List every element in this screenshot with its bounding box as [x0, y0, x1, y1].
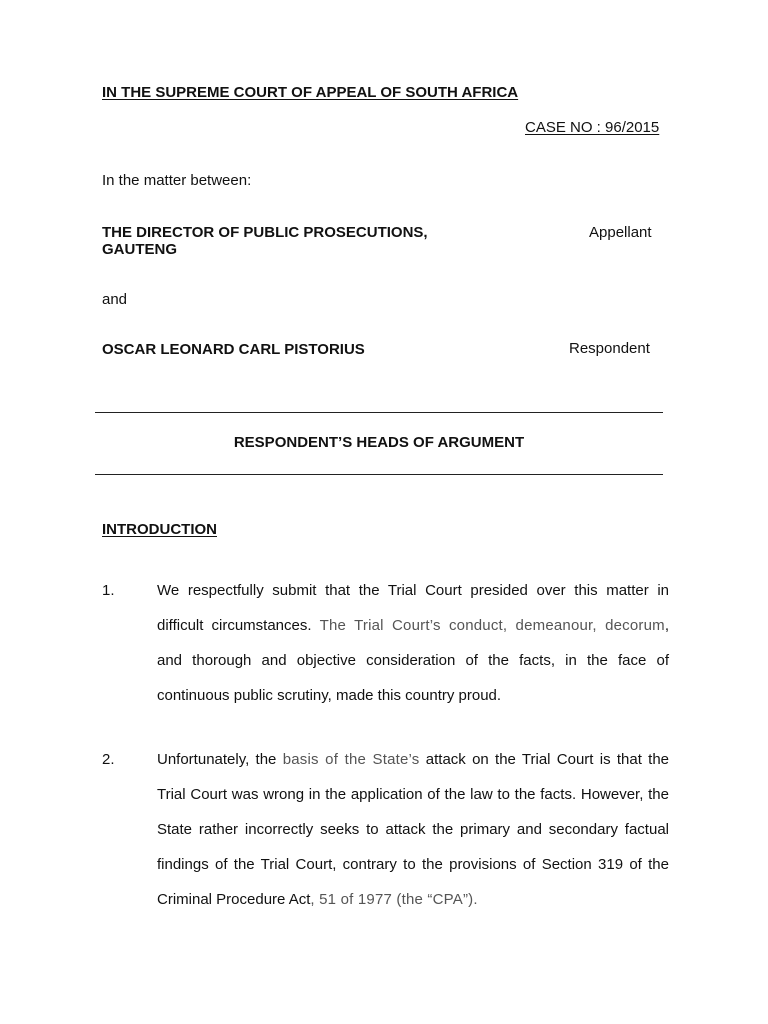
- paragraph-text-highlight: basis of the State’s: [282, 751, 420, 768]
- paragraph-body: [157, 573, 669, 713]
- paragraph-1: [102, 573, 669, 713]
- appellant-role: Appellant: [589, 224, 652, 241]
- paragraph-text: Unfortunately, the: [157, 751, 283, 768]
- respondent-name: OSCAR LEONARD CARL PISTORIUS: [102, 341, 365, 358]
- matter-between-label: In the matter between:: [102, 172, 252, 189]
- paragraph-text-highlight: , 51 of 1977 (the “CPA”).: [310, 891, 478, 908]
- appellant-name-line2: GAUTENG: [102, 241, 177, 258]
- bottom-divider: [95, 474, 663, 475]
- paragraph-2: [102, 742, 669, 917]
- heads-of-argument-heading: RESPONDENT’S HEADS OF ARGUMENT: [233, 434, 525, 451]
- paragraph-text-highlight: The Trial Court’s conduct, demeanour, decorum: [319, 617, 665, 634]
- paragraph-text: , and thorough and objective consideration of the facts, in the face of continuous public scrutiny, made this country proud.: [157, 617, 669, 704]
- top-divider: [95, 412, 663, 413]
- paragraph-number: 2.: [102, 751, 115, 768]
- paragraph-number: 1.: [102, 582, 115, 599]
- paragraph-body: [157, 742, 669, 917]
- paragraph-text: attack on the Trial Court is that the Trial Court was wrong in the application of the law to the facts. However, the State rather incorrectly seeks to attack the primary and secondary factual findings of the Trial Court, contrary to the provisions of Section 319 of the Criminal Procedure Act: [157, 751, 670, 908]
- respondent-role: Respondent: [569, 340, 650, 357]
- paragraph-text: We respectfully submit that the Trial Court presided over this matter in difficult circumstances.: [157, 582, 669, 634]
- case-number: CASE NO : 96/2015: [525, 119, 660, 136]
- and-label: and: [102, 291, 128, 308]
- appellant-name-line1: THE DIRECTOR OF PUBLIC PROSECUTIONS,: [102, 224, 428, 241]
- section-title: INTRODUCTION: [102, 521, 217, 538]
- court-title: IN THE SUPREME COURT OF APPEAL OF SOUTH AFRICA: [102, 84, 519, 101]
